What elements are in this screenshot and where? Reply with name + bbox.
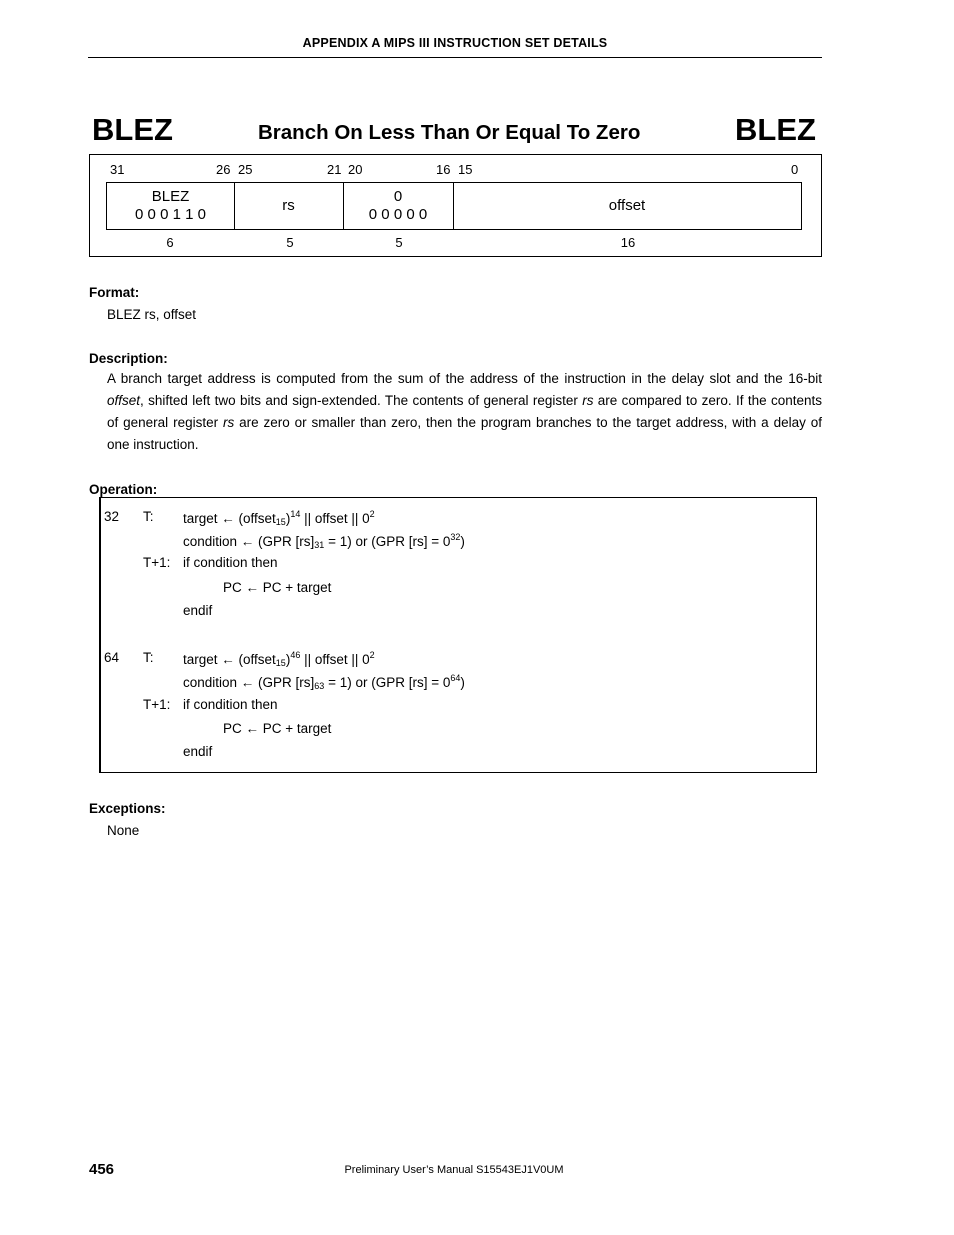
format-text: BLEZ rs, offset <box>107 307 197 322</box>
field-width: 6 <box>166 235 174 250</box>
endif-statement: endif <box>183 744 213 759</box>
mode-32-label: 32 <box>104 509 120 524</box>
mnemonic-right: BLEZ <box>735 112 816 147</box>
bit-number: 25 <box>238 162 253 177</box>
endif-statement: endif <box>183 603 213 618</box>
timing-t: T: <box>143 509 154 524</box>
if-statement: if condition then <box>183 555 278 570</box>
field-name: BLEZ <box>151 188 190 205</box>
timing-t: T: <box>143 650 154 665</box>
bit-number: 0 <box>791 162 799 177</box>
field-width: 5 <box>395 235 403 250</box>
description-text: A branch target address is computed from the sum of the address of the instruction in the delay slot and the 16-bit offset, shifted left two bits and sign-extended. The contents of general register rs are compared to zero. If the contents of general register rs are zero or smaller than zero, then the program branches to the target address, with a delay of one instruction. <box>107 371 823 452</box>
description-heading: Description: <box>89 351 168 366</box>
target-expression: target ← (offset$_{15}$)$^{46}$ || offset || $0^2$ <box>183 650 375 668</box>
field-name: 0 <box>393 188 403 205</box>
condition-expression: condition ← (GPR $[rs]_{63} = 1$) or (GPR $[rs] = 0^{64}$) <box>183 673 465 691</box>
field-name: rs <box>282 197 295 214</box>
field-bits: 0 0 0 1 1 0 <box>135 206 206 223</box>
pc-assignment: PC ← PC + target <box>223 580 332 595</box>
field-width: 5 <box>286 235 294 250</box>
field-rt-zero <box>343 182 454 230</box>
bit-number: 20 <box>348 162 363 177</box>
field-offset <box>453 182 802 230</box>
term-offset: offset <box>107 393 141 408</box>
condition-expression: condition ← (GPR $[rs]_{31} = 1$) or (GPR $[rs] = 0^{32}$) <box>183 532 465 550</box>
footer-manual-title: Preliminary User’s Manual S15543EJ1V0UM <box>344 1164 564 1176</box>
timing-t-plus-1: T+1: <box>143 555 171 570</box>
term-rs: rs <box>222 415 235 430</box>
bit-number: 15 <box>458 162 473 177</box>
if-statement: if condition then <box>183 697 278 712</box>
pc-assignment: PC ← PC + target <box>223 721 332 736</box>
mnemonic-left: BLEZ <box>92 112 173 147</box>
term-rs: rs <box>582 393 594 408</box>
field-width: 16 <box>620 235 636 250</box>
exceptions-heading: Exceptions: <box>89 801 166 816</box>
field-opcode <box>106 182 235 230</box>
bit-number: 31 <box>110 162 125 177</box>
page-number: 456 <box>89 1161 115 1178</box>
field-rs <box>234 182 344 230</box>
bit-number: 16 <box>436 162 451 177</box>
bit-number: 21 <box>327 162 342 177</box>
field-name: offset <box>608 197 646 214</box>
running-header: APPENDIX A MIPS III INSTRUCTION SET DETAILS <box>302 36 608 50</box>
timing-t-plus-1: T+1: <box>143 697 171 712</box>
target-expression: target ← (offset$_{15}$)$^{14}$ || offset || $0^2$ <box>183 509 375 527</box>
bit-number: 26 <box>216 162 231 177</box>
header-rule <box>88 57 822 58</box>
instruction-title: Branch On Less Than Or Equal To Zero <box>258 121 641 144</box>
operation-heading: Operation: <box>89 482 158 497</box>
field-bits: 0 0 0 0 0 <box>368 206 428 223</box>
mode-64-label: 64 <box>104 650 120 665</box>
exceptions-text: None <box>107 823 140 838</box>
format-heading: Format: <box>89 285 140 300</box>
